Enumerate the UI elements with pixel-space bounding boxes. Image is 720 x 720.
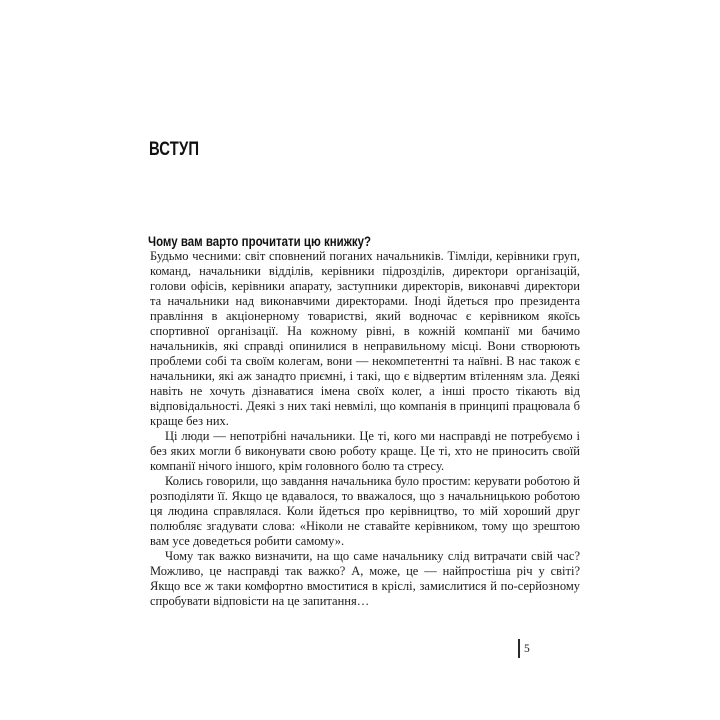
- section-title: Чому вам варто прочитати цю книжку?: [148, 232, 371, 249]
- chapter-title: ВСТУП: [149, 138, 200, 160]
- body-text: [150, 249, 580, 609]
- page-number: 5: [524, 643, 530, 656]
- page-number-rule: [518, 639, 520, 658]
- paragraph: Будьмо чесними: світ сповнений поганих начальників. Тімліди, керівники груп, команд, начальники відділів, керівники підрозділів, директори організацій, голови офісів, керівники апарату, заступники директорів, виконавчі директори та начальники над виконавчими директорами. Іноді йдеться про президента правління в акціонерному товаристві, який водночас є керівником якоїсь спортивної організації. На кожному рівні, в кожній компанії ми бачимо начальників, які справді опинилися в неправильному місці. Вони створюють проблеми собі та своїм колегам, вони — некомпетентні та наївні. В нас також є начальники, які аж занадто приємні, і такі, що є відвертим втіленням зла. Деякі навіть не хочуть дізнаватися імена своїх колег, а інші просто тікають від відповідальності. Деякі з них такі невмілі, що компанія в принципі працювала б краще без них.: [150, 249, 580, 428]
- paragraph: Ці люди — непотрібні начальники. Це ті, кого ми насправді не потребуємо і без яких могли б виконувати свою роботу краще. Це ті, хто не приносить своїй компанії нічого іншого, крім головного болю та стресу.: [150, 429, 580, 473]
- paragraph: Колись говорили, що завдання начальника було простим: керувати роботою й розподіляти її. Якщо це вдавалося, то вважалося, що з начальницькою роботою ця людина справлялася. Коли йдеться про керівництво, то мій хороший друг полюбляє згадувати слова: «Ніколи не ставайте керівником, тому що зрештою вам усе доведеться робити самому».: [150, 474, 580, 548]
- page-footer: [518, 639, 530, 658]
- paragraph: Чому так важко визначити, на що саме начальнику слід витрачати свій час? Можливо, це насправді так важко? А, може, це — найпростіша річ у світі? Якщо все ж таки комфортно вмоститися в кріслі, замислитися й по-серйозному спробувати відповісти на це запитання…: [150, 549, 580, 608]
